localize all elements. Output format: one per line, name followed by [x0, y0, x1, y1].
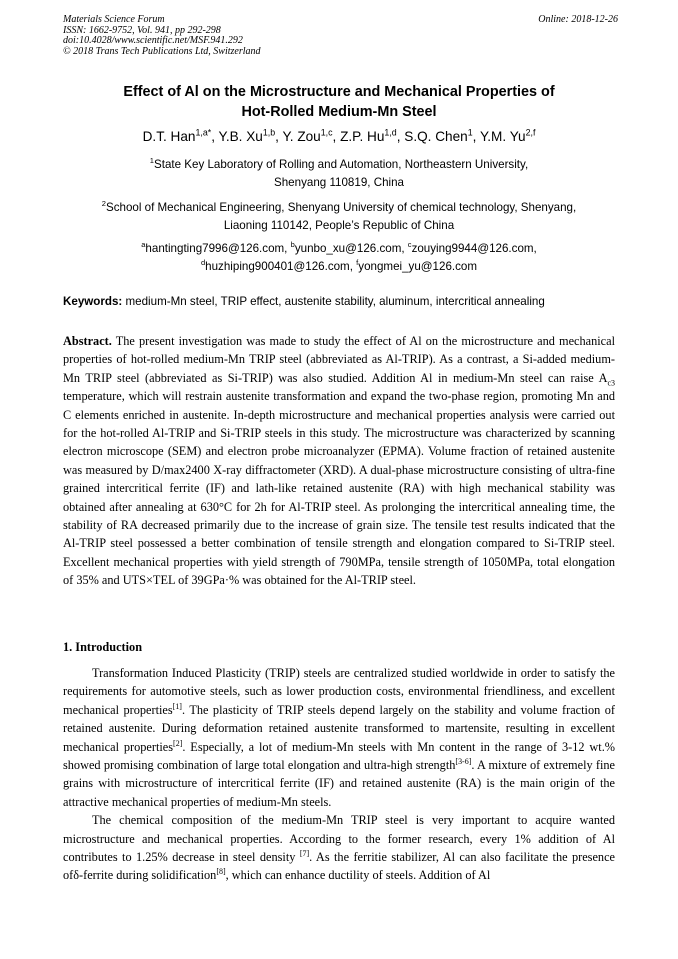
journal-name: Materials Science Forum [63, 14, 165, 25]
online-date: Online: 2018-12-26 [538, 14, 618, 25]
abstract: Abstract. The present investigation was made to study the effect of Al on the microstructure and mechanical properties of hot-rolled medium-Mn TRIP steel (abbreviated as Al-TRIP). As a contrast, a Si-added medium-Mn TRIP steel (abbreviated as Si-TRIP) was also studied. Addition Al in medium-Mn steel can raise $A_{c3}$ temperature, which will restrain austenite transformation and expand the two-phase region, promoting Mn and C elements enriched in austenite. In-depth microstructure and mechanical properties analysis were carried out for the hot-rolled Al-TRIP and Si-TRIP steels in this study. The microstructure was characterized by scanning electron microscope (SEM) and electron probe microanalyzer (EPMA). Volume fraction of retained austenite was measured by D/max2400 X-ray diffractometer (XRD). A dual-phase microstructure consisting of ultra-fine grained intercritical ferrite (IF) and lath-like retained austenite (RA) with high mechanical stability was obtained after annealing at 630°C for 2h for Al-TRIP steel. As prolonging the intercritical annealing time, the stability of RA decreased primarily due to the increase of grain size. The tensile test results indicated that the Al-TRIP steel possessed a better combination of tensile strength and elongation compared to Si-TRIP steel. Excellent mechanical properties with yield strength of 790MPa, tensile strength of 1050MPa, total elongation of 35% and UTS×TEL of 39GPa·% was obtained for the Al-TRIP steel. [63, 334, 615, 588]
keywords-text: medium-Mn steel, TRIP effect, austenite stability, aluminum, intercritical annealing [122, 295, 545, 308]
affiliation-1: $^1$State Key Laboratory of Rolling and Automation, Northeastern University, Shenyang 110819, China [149, 156, 529, 189]
copyright: © 2018 Trans Tech Publications Ltd, Switzerland [63, 45, 261, 57]
author: Z.P. Hu$^{1,d}$, [340, 127, 405, 144]
author: D.T. Han$^{1,a*}$, [142, 127, 219, 144]
section-heading-introduction: 1. Introduction [63, 640, 143, 654]
author: Y. Zou$^{1,c}$, [282, 127, 341, 144]
title-line-1: Effect of Al on the Microstructure and Mechanical Properties of [123, 84, 555, 100]
citation: [2] [173, 738, 183, 748]
affiliation-2: $^2$School of Mechanical Engineering, Shenyang University of chemical technology, Shenyang, Liaoning 110142, People’s Republic of China [101, 199, 577, 232]
title-line-2: Hot-Rolled Medium-Mn Steel [241, 104, 437, 120]
citation: [1] [172, 701, 182, 711]
doi: doi:10.4028/www.scientific.net/MSF.941.292 [63, 35, 243, 47]
author: Y.B. Xu$^{1,b}$, [218, 127, 283, 144]
keywords [63, 294, 618, 310]
citation: [8] [216, 867, 226, 877]
email-link[interactable]: yongmei_yu@126.com [358, 260, 478, 273]
paper-title [63, 82, 615, 122]
paragraph: Transformation Induced Plasticity (TRIP) steels are centralized studied worldwide in order to satisfy the requirements for automotive steels, such as lower production costs, environmental friendliness, and excellent mechanical properties[1]. The plasticity of TRIP steels depend largely on the stability and volume fraction of retained austenite. During deformation retained austenite transformed to martensite, resulting in excellent mechanical properties[2]. Especially, a lot of medium-Mn steels with Mn content in the range of 3-12 wt.% showed promising combination of large total elongation and ultra-high strength[3-6]. A mixture of extremely fine grains with microstructure of intercritical ferrite (IF) and retained austenite (RA) is the main origin of the attractive mechanical properties of medium-Mn steels. [63, 666, 616, 809]
abstract-label: Abstract. [63, 334, 112, 348]
keywords-label: Keywords: [63, 295, 123, 308]
introduction-body [63, 664, 615, 885]
email-link[interactable]: zouying9944@126.com, [411, 242, 537, 255]
author: Y.M. Yu$^{2,f}$ [479, 127, 536, 144]
author-list [63, 128, 615, 146]
citation: [3-6] [455, 756, 472, 766]
journal-header [63, 15, 618, 57]
paragraph: The chemical composition of the medium-Mn TRIP steel is very important to acquire wanted microstructure and mechanical properties. According to the former research, every 1% addition of Al contributes to 1.25% decrease in steel density [7]. As the ferritie stabilizer, Al can also facilitate the presence ofδ-ferrite during solidification[8], which can enhance ductility of steels. Addition of Al [63, 813, 615, 883]
citation: [7] [299, 848, 310, 858]
issn: ISSN: 1662-9752, Vol. 941, pp 292-298 [63, 24, 221, 36]
author-emails: $^a$hantingting7996@126.com, $^b$yunbo_xu@126.com, $^c$zouying9944@126.com, $^d$huzhiping900401@126.com, $^f$yongmei_yu@126.com [141, 240, 537, 273]
email-link[interactable]: huzhiping900401@126.com, [205, 260, 357, 273]
email-link[interactable]: hantingting7996@126.com, [145, 242, 291, 255]
email-link[interactable]: yunbo_xu@126.com, [294, 242, 408, 255]
author: S.Q. Chen$^1$, [404, 127, 480, 144]
